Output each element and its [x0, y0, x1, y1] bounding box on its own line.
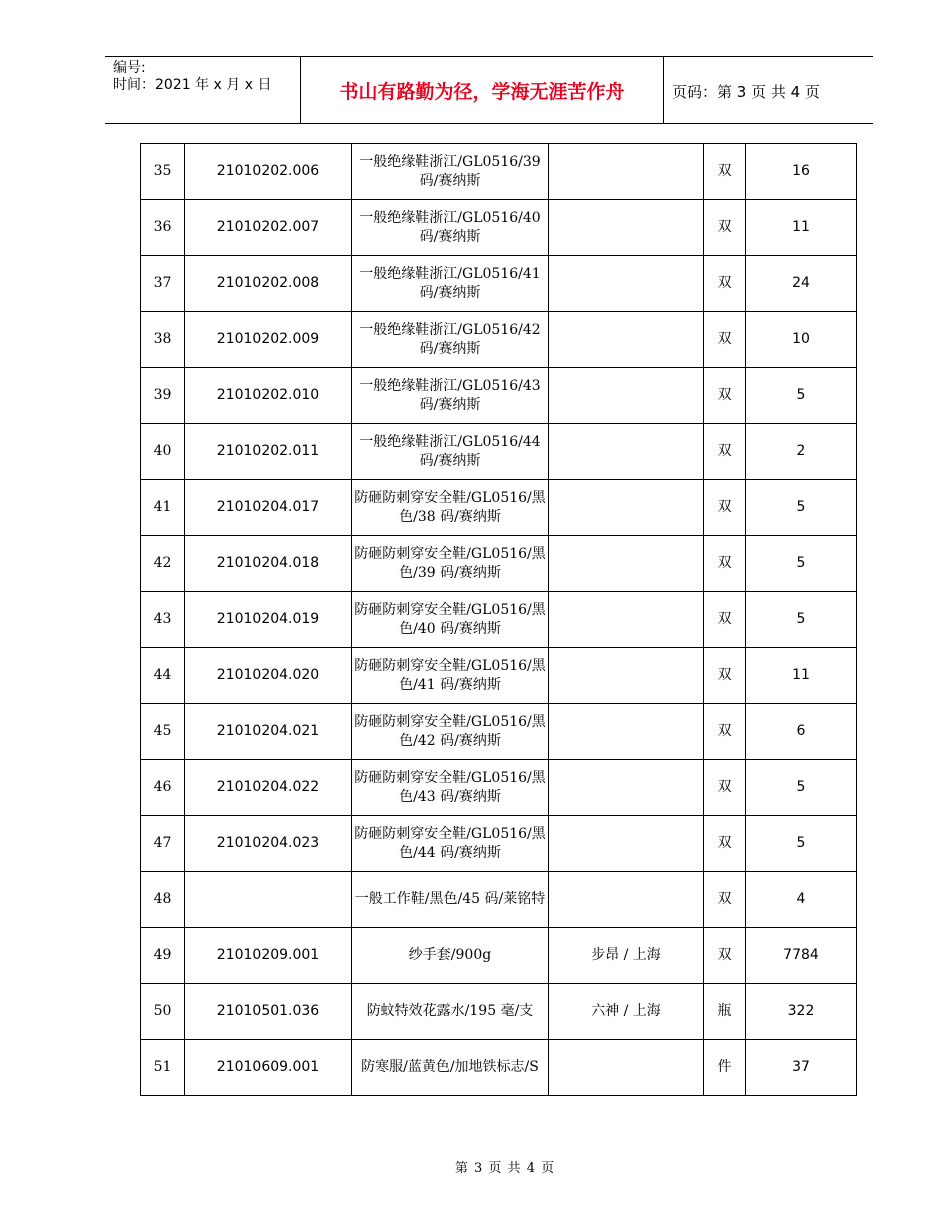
quantity-cell: 11: [746, 648, 857, 704]
quantity-cell: 5: [746, 816, 857, 872]
quantity-cell: 5: [746, 480, 857, 536]
unit-cell: 件: [704, 1040, 746, 1096]
manufacturer-cell: [549, 424, 704, 480]
quantity-cell: 7784: [746, 928, 857, 984]
header-motto: 书山有路勤为径，学海无涯苦作舟: [339, 81, 625, 103]
item-name-cell: 防砸防刺穿安全鞋/GL0516/黑色/40 码/赛纳斯: [352, 592, 549, 648]
time-label: 时间：2021 年 x 月 x 日: [113, 77, 272, 93]
item-code-cell: 21010204.017: [185, 480, 352, 536]
quantity-cell: 5: [746, 368, 857, 424]
row-number-cell: 42: [141, 536, 185, 592]
item-code-cell: 21010204.019: [185, 592, 352, 648]
table-row: [141, 368, 857, 424]
row-number-cell: 48: [141, 872, 185, 928]
page-header: [105, 56, 873, 124]
table-row: [141, 144, 857, 200]
item-name-cell: 一般绝缘鞋浙江/GL0516/43码/赛纳斯: [352, 368, 549, 424]
unit-cell: 双: [704, 144, 746, 200]
items-table-body: [141, 144, 857, 1096]
unit-cell: 双: [704, 368, 746, 424]
item-code-cell: 21010204.023: [185, 816, 352, 872]
item-code-cell: 21010204.018: [185, 536, 352, 592]
table-row: [141, 592, 857, 648]
manufacturer-cell: 步昂 / 上海: [549, 928, 704, 984]
unit-cell: 双: [704, 872, 746, 928]
manufacturer-cell: [549, 368, 704, 424]
table-row: [141, 312, 857, 368]
quantity-cell: 37: [746, 1040, 857, 1096]
table-row: [141, 872, 857, 928]
quantity-cell: 322: [746, 984, 857, 1040]
item-name-cell: 一般绝缘鞋浙江/GL0516/40码/赛纳斯: [352, 200, 549, 256]
unit-cell: 双: [704, 592, 746, 648]
row-number-cell: 46: [141, 760, 185, 816]
table-row: [141, 480, 857, 536]
unit-cell: 双: [704, 312, 746, 368]
item-name-cell: 一般绝缘鞋浙江/GL0516/41码/赛纳斯: [352, 256, 549, 312]
item-name-cell: 防寒服/蓝黄色/加地铁标志/S: [352, 1040, 549, 1096]
item-name-cell: 防砸防刺穿安全鞋/GL0516/黑色/44 码/赛纳斯: [352, 816, 549, 872]
table-row: [141, 648, 857, 704]
quantity-cell: 5: [746, 760, 857, 816]
item-code-cell: 21010202.009: [185, 312, 352, 368]
unit-cell: 双: [704, 928, 746, 984]
quantity-cell: 4: [746, 872, 857, 928]
row-number-cell: 49: [141, 928, 185, 984]
row-number-cell: 35: [141, 144, 185, 200]
manufacturer-cell: [549, 536, 704, 592]
row-number-cell: 51: [141, 1040, 185, 1096]
header-divider: [663, 57, 664, 123]
manufacturer-cell: [549, 816, 704, 872]
table-row: [141, 1040, 857, 1096]
unit-cell: 双: [704, 816, 746, 872]
manufacturer-cell: [549, 592, 704, 648]
quantity-cell: 5: [746, 592, 857, 648]
manufacturer-cell: [549, 872, 704, 928]
item-code-cell: 21010202.011: [185, 424, 352, 480]
table-row: [141, 704, 857, 760]
page-footer: 第 3 页 共 4 页: [454, 1161, 556, 1176]
manufacturer-cell: [549, 256, 704, 312]
row-number-cell: 47: [141, 816, 185, 872]
row-number-cell: 37: [141, 256, 185, 312]
item-name-cell: 一般绝缘鞋浙江/GL0516/42码/赛纳斯: [352, 312, 549, 368]
item-name-cell: 防砸防刺穿安全鞋/GL0516/黑色/43 码/赛纳斯: [352, 760, 549, 816]
item-name-cell: 防砸防刺穿安全鞋/GL0516/黑色/41 码/赛纳斯: [352, 648, 549, 704]
row-number-cell: 50: [141, 984, 185, 1040]
number-label: 编号:: [113, 60, 146, 76]
row-number-cell: 38: [141, 312, 185, 368]
row-number-cell: 36: [141, 200, 185, 256]
table-row: [141, 984, 857, 1040]
table-row: [141, 928, 857, 984]
table-row: [141, 760, 857, 816]
table-row: [141, 536, 857, 592]
item-code-cell: 21010204.022: [185, 760, 352, 816]
item-name-cell: 防砸防刺穿安全鞋/GL0516/黑色/42 码/赛纳斯: [352, 704, 549, 760]
item-name-cell: 防砸防刺穿安全鞋/GL0516/黑色/39 码/赛纳斯: [352, 536, 549, 592]
manufacturer-cell: [549, 648, 704, 704]
item-code-cell: 21010202.008: [185, 256, 352, 312]
manufacturer-cell: [549, 704, 704, 760]
row-number-cell: 45: [141, 704, 185, 760]
manufacturer-cell: [549, 200, 704, 256]
quantity-cell: 16: [746, 144, 857, 200]
item-name-cell: 一般绝缘鞋浙江/GL0516/39码/赛纳斯: [352, 144, 549, 200]
unit-cell: 瓶: [704, 984, 746, 1040]
unit-cell: 双: [704, 424, 746, 480]
unit-cell: 双: [704, 760, 746, 816]
quantity-cell: 11: [746, 200, 857, 256]
item-code-cell: 21010609.001: [185, 1040, 352, 1096]
manufacturer-cell: [549, 480, 704, 536]
manufacturer-cell: [549, 1040, 704, 1096]
item-name-cell: 纱手套/900g: [352, 928, 549, 984]
item-name-cell: 一般绝缘鞋浙江/GL0516/44码/赛纳斯: [352, 424, 549, 480]
unit-cell: 双: [704, 704, 746, 760]
table-row: [141, 424, 857, 480]
unit-cell: 双: [704, 256, 746, 312]
row-number-cell: 44: [141, 648, 185, 704]
item-code-cell: 21010202.010: [185, 368, 352, 424]
row-number-cell: 43: [141, 592, 185, 648]
quantity-cell: 6: [746, 704, 857, 760]
table-row: [141, 816, 857, 872]
items-table: [140, 143, 857, 1096]
table-row: [141, 200, 857, 256]
unit-cell: 双: [704, 200, 746, 256]
quantity-cell: 24: [746, 256, 857, 312]
unit-cell: 双: [704, 648, 746, 704]
item-code-cell: 21010202.006: [185, 144, 352, 200]
header-meta: [113, 60, 271, 94]
row-number-cell: 41: [141, 480, 185, 536]
unit-cell: 双: [704, 480, 746, 536]
item-code-cell: [185, 872, 352, 928]
item-code-cell: 21010209.001: [185, 928, 352, 984]
item-code-cell: 21010204.020: [185, 648, 352, 704]
item-code-cell: 21010204.021: [185, 704, 352, 760]
manufacturer-cell: [549, 312, 704, 368]
manufacturer-cell: 六神 / 上海: [549, 984, 704, 1040]
quantity-cell: 10: [746, 312, 857, 368]
quantity-cell: 2: [746, 424, 857, 480]
header-page-label: 页码：第 3 页 共 4 页: [672, 83, 820, 101]
item-name-cell: 防蚊特效花露水/195 毫/支: [352, 984, 549, 1040]
table-row: [141, 256, 857, 312]
manufacturer-cell: [549, 144, 704, 200]
row-number-cell: 40: [141, 424, 185, 480]
item-code-cell: 21010202.007: [185, 200, 352, 256]
quantity-cell: 5: [746, 536, 857, 592]
item-code-cell: 21010501.036: [185, 984, 352, 1040]
item-name-cell: 一般工作鞋/黑色/45 码/莱铭特: [352, 872, 549, 928]
manufacturer-cell: [549, 760, 704, 816]
item-name-cell: 防砸防刺穿安全鞋/GL0516/黑色/38 码/赛纳斯: [352, 480, 549, 536]
row-number-cell: 39: [141, 368, 185, 424]
unit-cell: 双: [704, 536, 746, 592]
